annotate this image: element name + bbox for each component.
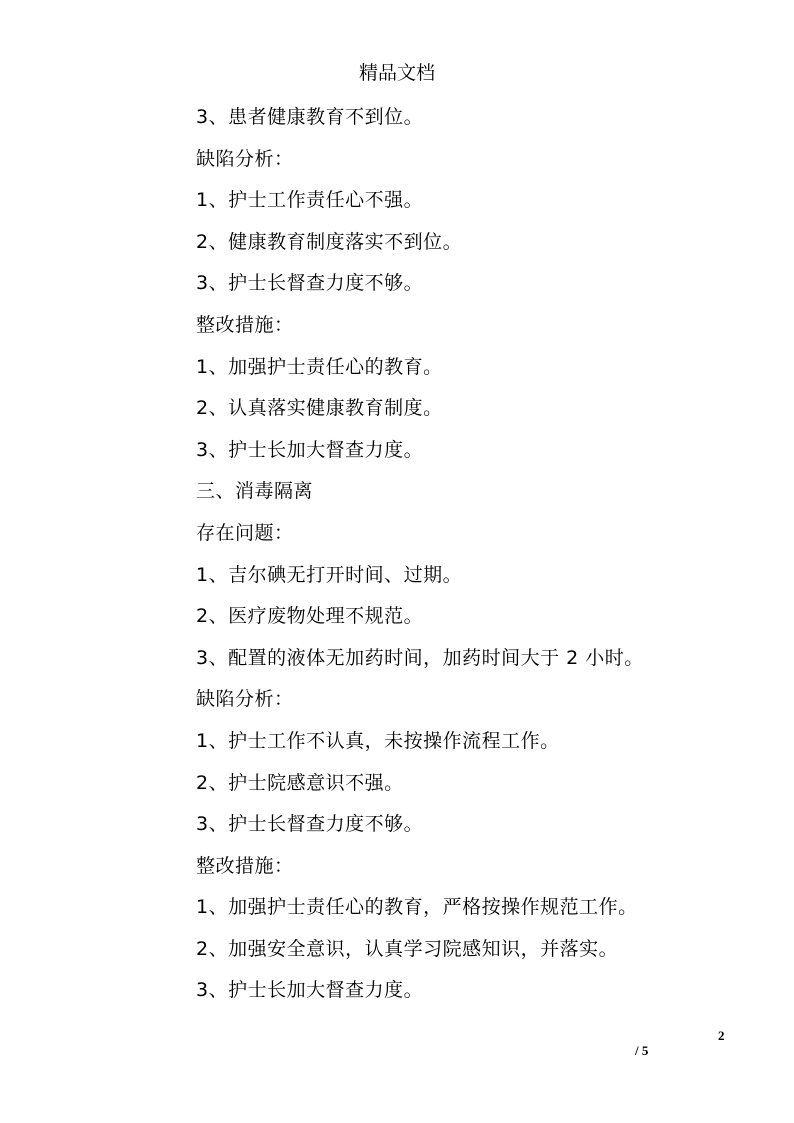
document-body xyxy=(196,102,756,1017)
text-line: 3、配置的液体无加药时间，加药时间大于 2 小时。 xyxy=(196,646,644,669)
text-line: 1、护士工作不认真，未按操作流程工作。 xyxy=(196,729,560,752)
text-line: 3、护士长加大督查力度。 xyxy=(196,438,424,461)
section-heading: 缺陷分析： xyxy=(196,147,294,170)
text-line: 3、护士长督查力度不够。 xyxy=(196,813,424,836)
section-heading: 存在问题： xyxy=(196,521,294,544)
text-line: 2、护士院感意识不强。 xyxy=(196,771,404,794)
text-line: 1、吉尔碘无打开时间、过期。 xyxy=(196,563,463,586)
text-line: 1、护士工作责任心不强。 xyxy=(196,189,424,212)
text-line: 3、护士长督查力度不够。 xyxy=(196,272,424,295)
text-line: 1、加强护士责任心的教育。 xyxy=(196,355,443,378)
text-line: 1、加强护士责任心的教育，严格按操作规范工作。 xyxy=(196,896,638,919)
section-heading: 整改措施： xyxy=(196,313,294,336)
text-line: 2、加强安全意识，认真学习院感知识，并落实。 xyxy=(196,937,619,960)
section-heading: 缺陷分析： xyxy=(196,688,294,711)
section-heading: 整改措施： xyxy=(196,854,294,877)
text-line: 3、护士长加大督查力度。 xyxy=(196,979,424,1002)
chapter-heading: 三、消毒隔离 xyxy=(196,480,314,503)
page-total: / 5 xyxy=(635,1043,649,1058)
text-line: 2、医疗废物处理不规范。 xyxy=(196,605,424,628)
text-line: 2、认真落实健康教育制度。 xyxy=(196,397,443,420)
page-number: 2 xyxy=(718,1028,725,1043)
text-line: 2、健康教育制度落实不到位。 xyxy=(196,230,463,253)
document-header: 精品文档 xyxy=(358,62,435,84)
text-line: 3、患者健康教育不到位。 xyxy=(196,106,424,128)
